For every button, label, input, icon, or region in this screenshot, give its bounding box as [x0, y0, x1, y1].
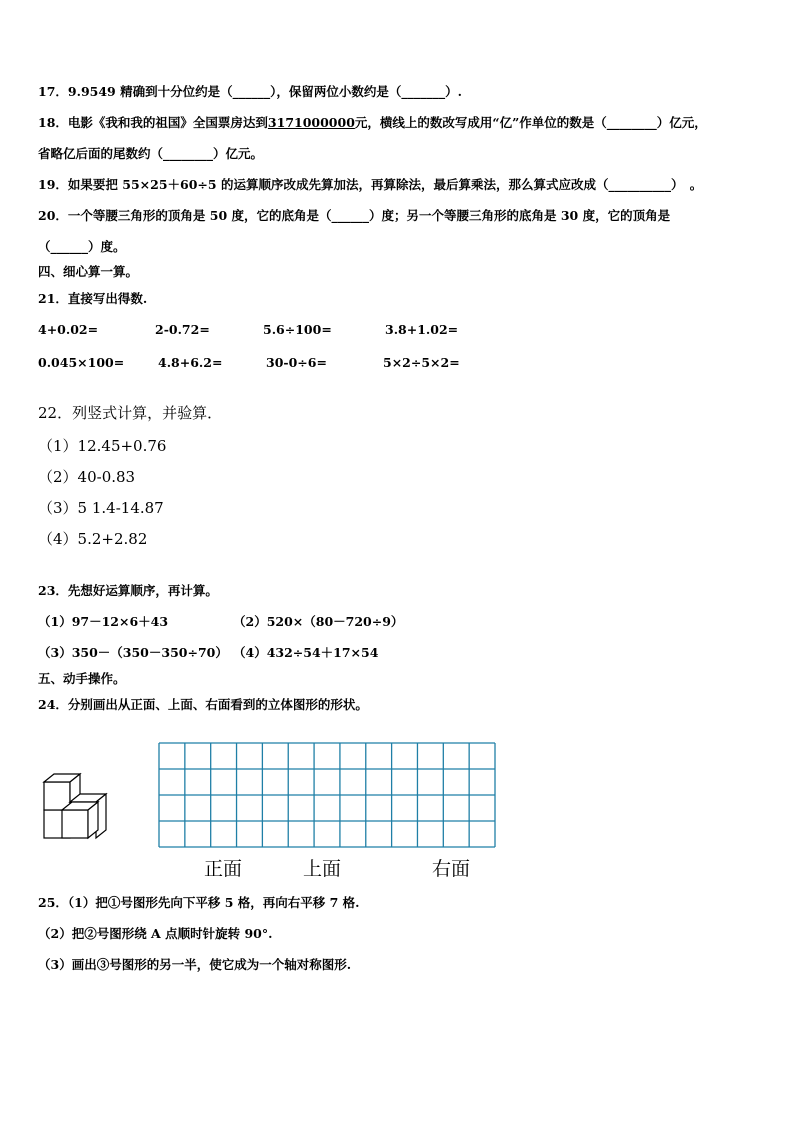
question-19 — [38, 177, 702, 193]
order-calc-item: （1）97－12×6＋43 — [38, 614, 169, 629]
calc-item: 4.8+6.2= — [158, 355, 223, 370]
question-21-title: 21．直接写出得数. — [38, 291, 148, 306]
front-view-label: 正面 — [204, 858, 243, 880]
drawing-grid[interactable] — [158, 742, 496, 848]
question-25-part-2: （2）把②号图形绕 A 点顺时针旋转 90°. — [38, 926, 273, 941]
stacked-cubes-figure — [40, 772, 110, 842]
vertical-calc-item: （1）12.45+0.76 — [38, 437, 167, 455]
vertical-calc-item: （4）5.2+2.82 — [38, 530, 148, 548]
question-text-number: 9.9549 — [67, 84, 116, 99]
calc-item: 2-0.72= — [155, 322, 210, 337]
question-24-title: 24．分别画出从正面、上面、右面看到的立体图形的形状。 — [38, 697, 368, 712]
box-office-amount: 3171000000 — [267, 115, 355, 130]
calc-item: 0.045×100= — [38, 355, 125, 370]
question-text: 精确到十分位约是（______），保留两位小数约是（_______）. — [115, 84, 462, 99]
question-20-continued: （______）度。 — [38, 239, 126, 254]
question-23-title: 23．先想好运算顺序，再计算。 — [38, 583, 218, 598]
right-view-label: 右面 — [432, 858, 471, 880]
calc-item: 5×2÷5×2= — [383, 355, 460, 370]
question-17 — [38, 84, 462, 100]
question-text: 电影《我和我的祖国》全国票房达到 — [67, 115, 268, 130]
calc-item: 30-0÷6= — [266, 355, 327, 370]
vertical-calc-item: （3）5 1.4-14.87 — [38, 499, 164, 517]
question-18 — [38, 115, 707, 131]
order-calc-item: （4）432÷54＋17×54 — [233, 645, 379, 660]
order-calc-item: （3）350－（350－350÷70） — [38, 645, 228, 660]
question-18-continued: 省略亿后面的尾数约（________）亿元。 — [38, 146, 264, 161]
question-25-part-1: 25．（1）把①号图形先向下平移 5 格，再向右平移 7 格. — [38, 895, 360, 910]
question-25-part-3: （3）画出③号图形的另一半，使它成为一个轴对称图形. — [38, 957, 352, 972]
question-text: 一个等腰三角形的顶角是 50 度，它的底角是（______）度；另一个等腰三角形的底角是 30 度，它的顶角是 — [67, 208, 671, 223]
question-number: 20． — [38, 208, 68, 223]
calc-item: 5.6÷100= — [263, 322, 332, 337]
question-22-title: 22．列竖式计算，并验算． — [38, 404, 223, 422]
question-text: 如果要把 55×25＋60÷5 的运算顺序改成先算加法，再算除法，最后算乘法，那么算式应改成（__________） 。 — [67, 177, 703, 192]
top-view-label: 上面 — [303, 858, 342, 880]
vertical-calc-item: （2）40-0.83 — [38, 468, 136, 486]
question-number: 19． — [38, 177, 68, 192]
calc-item: 4+0.02= — [38, 322, 99, 337]
section-heading-5: 五、动手操作。 — [38, 671, 126, 686]
question-text: 元，横线上的数改写成用“亿”作单位的数是（________）亿元， — [354, 115, 707, 130]
section-heading-4: 四、细心算一算。 — [38, 264, 139, 279]
question-number: 17． — [38, 84, 68, 99]
question-20 — [38, 208, 670, 224]
calc-item: 3.8+1.02= — [385, 322, 459, 337]
order-calc-item: （2）520×（80－720÷9） — [233, 614, 404, 629]
question-number: 18． — [38, 115, 68, 130]
